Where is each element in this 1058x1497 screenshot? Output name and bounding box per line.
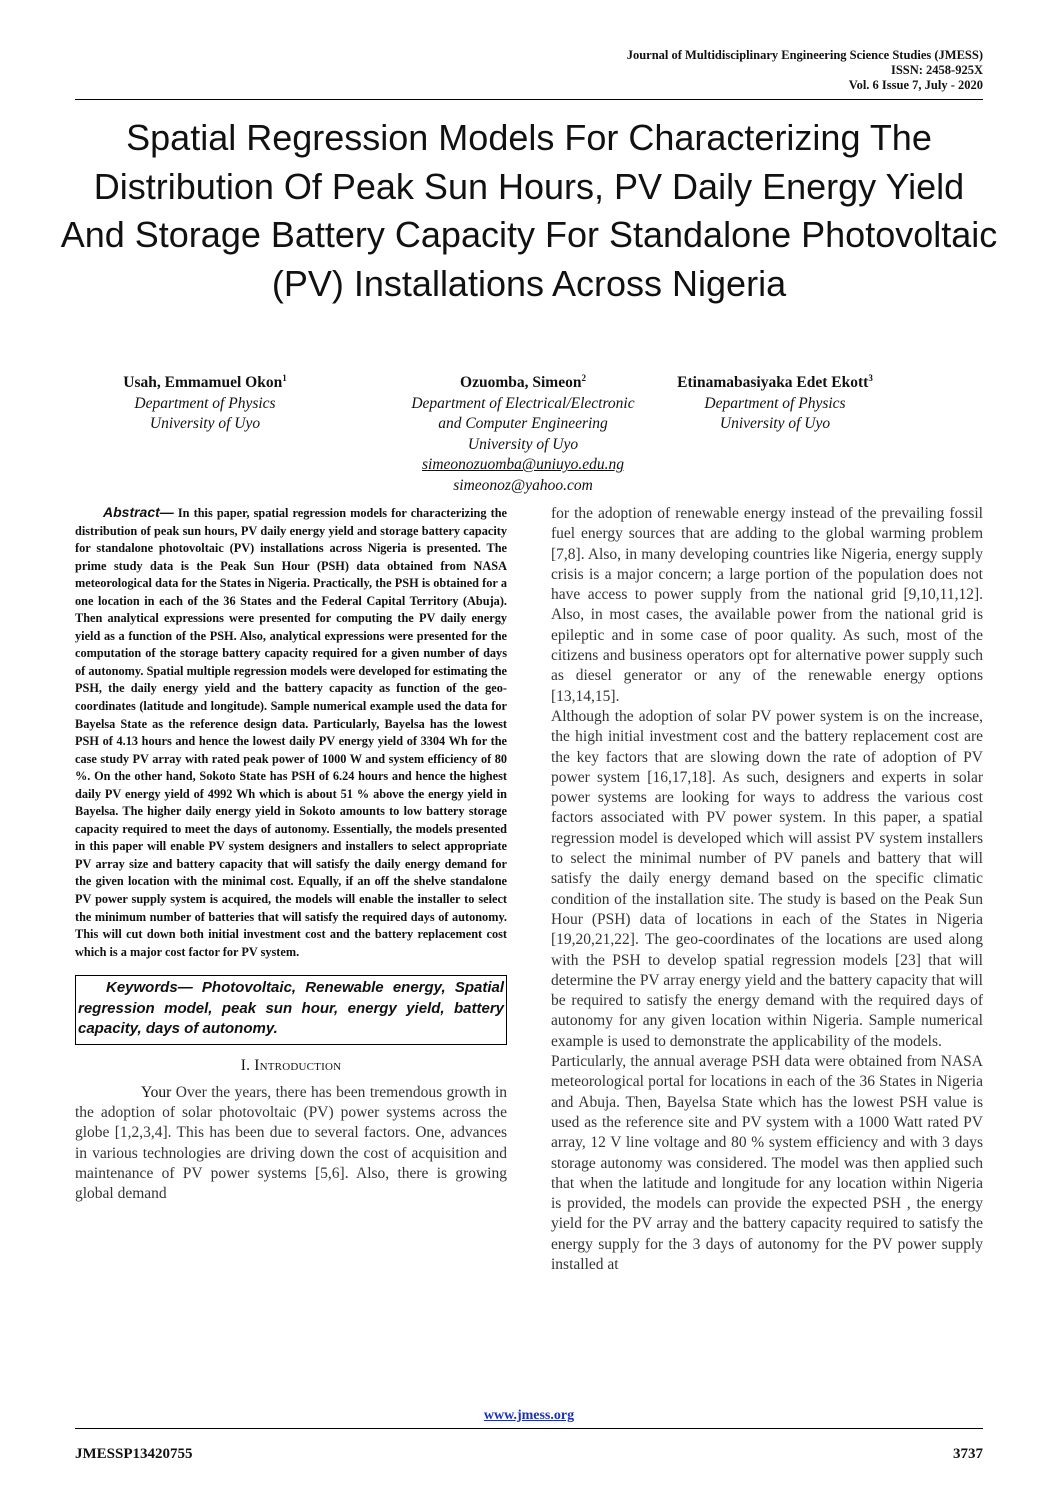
- paper-title: Spatial Regression Models For Characterizing The Distribution Of Peak Sun Hours, PV Daily Energy Yield And Storage Battery Capacity For Standalone Photovoltaic (PV) Installations Across Nigeria: [60, 117, 998, 304]
- author-2-department: Department of Electrical/Electronic: [411, 394, 635, 412]
- author-block: [75, 368, 983, 494]
- author-3-sup: 3: [868, 373, 873, 383]
- author-3-university: University of Uyo: [719, 415, 831, 433]
- body-paragraph-2: Although the adoption of solar PV power system is on the increase, the high initial investment cost and the battery replacement cost are the key factors that are slowing down the rate of adoption of PV power system [16,17,18]. As such, designers and experts in solar power systems are looking for ways to address the various cost factors associated with PV power system. In this paper, a spatial regression model is developed which will assist PV system installers to select the minimal number of PV panels and battery that will satisfy the daily energy demand based on the specific climatic condition of the installation site. The study is based on the Peak Sun Hour (PSH) data of locations in each of the States in Nigeria [19,20,21,22]. The geo-coordinates of the locations are used along with the PSH to develop spatial regression models [23] that will determine the PV array energy yield and the battery capacity that will be required to satisfy the energy demand with the required days of autonomy for any given location within Nigeria. Sample numerical example is used to demonstrate the applicability of the models.: [551, 707, 983, 1050]
- journal-header: [627, 48, 983, 93]
- keywords-lead: Keywords—: [106, 979, 193, 997]
- author-2-department-cont: and Computer Engineering: [438, 415, 608, 433]
- abstract-lead: Abstract—: [103, 504, 174, 520]
- author-2-name: Ozuomba, Simeon: [460, 374, 582, 392]
- author-2-sup: 2: [581, 373, 586, 383]
- author-2-email-link[interactable]: simeonozuomba@uniuyo.edu.ng: [422, 456, 624, 474]
- journal-volume: Vol. 6 Issue 7, July - 2020: [848, 78, 983, 92]
- author-1-name: Usah, Emmamuel Okon: [123, 374, 283, 392]
- left-column: [75, 504, 507, 1205]
- journal-name: Journal of Multidisciplinary Engineering Science Studies (JMESS): [626, 48, 983, 62]
- section-heading-introduction: I. Introduction: [240, 1056, 342, 1074]
- journal-issn: ISSN: 2458-925X: [890, 63, 983, 77]
- author-1: [75, 368, 335, 435]
- introduction-first-word: Your: [141, 1083, 172, 1101]
- introduction-text: Over the years, there has been tremendous growth in the adoption of solar photovoltaic (PV) power systems across the globe [1,2,3,4]. This has been due to several factors. One, advances in various technologies are driving down the cost of acquisition and maintenance of PV power systems [5,6]. Also, there is growing global demand: [75, 1083, 508, 1203]
- author-3-name: Etinamabasiyaka Edet Ekott: [677, 374, 869, 392]
- keywords-box: [75, 975, 507, 1045]
- body-paragraph-3: Particularly, the annual average PSH data were obtained from NASA meteorological portal for locations in each of the 36 States in Nigeria and Abuja. Then, Bayelsa State which has the lowest PSH value is used as the reference site and PV system with a 1000 Watt rated PV array, 12 V line voltage and 80 % system efficiency and with 3 days storage autonomy was considered. The model was then applied such that when the latitude and longitude for any location within Nigeria is provided, the models can provide the expected PSH , the energy yield for the PV array and the battery capacity required to satisfy the energy supply for the 3 days of autonomy for the PV power supply installed at: [551, 1053, 983, 1273]
- footer-website-link[interactable]: www.jmess.org: [483, 1408, 575, 1423]
- right-column: [551, 504, 983, 1275]
- keywords-text: Photovoltaic, Renewable energy, Spatial regression model, peak sun hour, energy yield, battery capacity, days of autonomy.: [78, 979, 504, 1038]
- abstract: [75, 504, 507, 961]
- header-divider: [75, 99, 983, 100]
- author-1-university: University of Uyo: [149, 415, 261, 433]
- footer-paper-id: JMESSP13420755: [75, 1446, 193, 1462]
- footer-page-number: 3737: [953, 1446, 983, 1462]
- author-3: [645, 368, 905, 435]
- body-paragraph-1: for the adoption of renewable energy instead of the prevailing fossil fuel energy sources that are adding to the global warming problem [7,8]. Also, in many developing countries like Nigeria, energy supply crisis is a major concern; a large portion of the population does not have access to power supply from the national grid [9,10,11,12]. Also, in most cases, the available power from the national grid is epileptic and in some case of poor quality. As such, most of the citizens and business operators opt for alternative power supply such as diesel generator or any of the renewable energy options [13,14,15].: [551, 505, 983, 705]
- author-1-department: Department of Physics: [134, 394, 276, 412]
- author-2-email: simeonoz@yahoo.com: [453, 476, 593, 494]
- author-2-university: University of Uyo: [467, 435, 579, 453]
- introduction-paragraph: [75, 1083, 507, 1205]
- author-3-department: Department of Physics: [704, 394, 846, 412]
- footer-divider: [75, 1428, 983, 1429]
- abstract-text: In this paper, spatial regression models for characterizing the distribution of peak sun hours, PV daily energy yield and storage battery capacity for standalone photovoltaic (PV) installations across Nigeria is presented. The prime study data is the Peak Sun Hour (PSH) data obtained from NASA meteorological data for the States in Nigeria. Practically, the PSH is obtained for a one location in each of the 36 States and the Federal Capital Territory (Abuja). Then analytical expressions were presented for computing the PV daily energy yield as a function of the PSH. Also, analytical expressions were presented for the computation of the storage battery capacity required for a given number of days of autonomy. Spatial multiple regression models were developed for estimating the PSH, the daily energy yield and the battery capacity as function of the geo-coordinates (latitude and longitude). Sample numerical example used the data for Bayelsa State as the reference design data. Particularly, Bayelsa has the lowest PSH of 4.13 hours and hence the lowest daily PV energy yield of 3304 Wh for the case study PV array with rated peak power of 1000 W and system efficiency of 80 %. On the other hand, Sokoto State has PSH of 6.24 hours and hence the highest daily PV energy yield of 4992 Wh which is about 51 % above the energy yield in Bayelsa. The higher daily energy yield in Sokoto amounts to low battery storage capacity required to meet the days of autonomy. Essentially, the models presented in this paper will enable PV system designers and installers to select appropriate PV array size and battery capacity that will satisfy the daily energy demand for the given location with the minimal cost. Equally, if an off the shelve standalone PV power supply system is acquired, the models will enable the installer to select the minimum number of batteries that will satisfy the required days of autonomy. This will cut down both initial investment cost and the battery replacement cost which is a major cost factor for PV system.: [75, 506, 507, 959]
- author-1-sup: 1: [282, 373, 287, 383]
